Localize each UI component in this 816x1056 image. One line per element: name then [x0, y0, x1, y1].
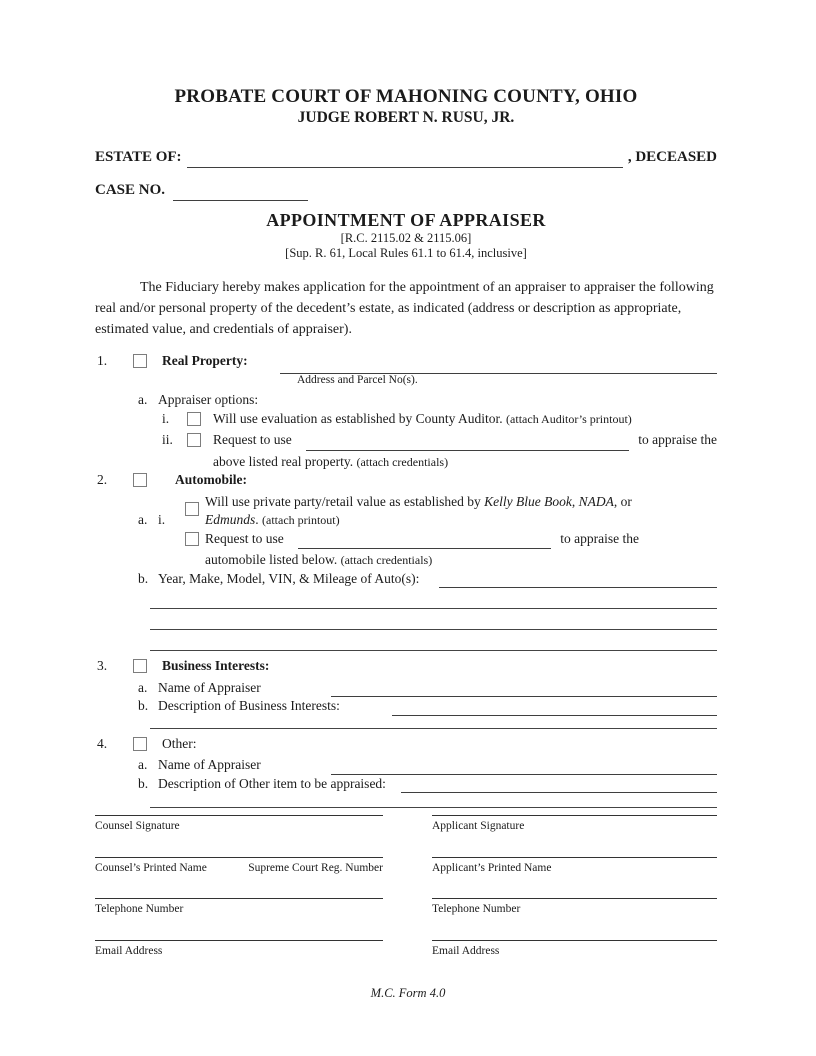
- form-number: M.C. Form 4.0: [370, 986, 446, 1000]
- other-description-line[interactable]: [401, 775, 717, 794]
- automobile-label: Automobile:: [175, 472, 247, 487]
- case-no-label: CASE NO.: [95, 182, 166, 198]
- business-extra-line[interactable]: [150, 716, 717, 729]
- real-property-label: Real Property:: [162, 353, 248, 368]
- real-property-request-appraiser-checkbox[interactable]: [187, 433, 201, 447]
- signature-row-4: [95, 932, 717, 958]
- credentials-note-1: (attach credentials): [356, 454, 449, 469]
- other-appraiser-label: Name of Appraiser: [158, 757, 261, 772]
- appraiser-options-label: Appraiser options:: [158, 392, 259, 407]
- counsel-signature-label: Counsel Signature: [95, 820, 180, 832]
- real-property-request-option: [95, 431, 717, 453]
- item-automobile: [95, 471, 717, 493]
- real-property-request-continuation: [95, 453, 717, 472]
- form-title: APPOINTMENT OF APPRAISER: [266, 210, 546, 230]
- item2-sub-b: b.: [138, 570, 149, 586]
- business-appraiser-row: [95, 679, 717, 698]
- counsel-printed-name-line[interactable]: [95, 849, 383, 858]
- signature-row-3: [95, 890, 717, 916]
- signature-row-1: [95, 807, 717, 833]
- business-appraiser-label: Name of Appraiser: [158, 679, 261, 695]
- applicant-printed-name-label: Applicant’s Printed Name: [432, 861, 552, 874]
- business-description-label: Description of Business Interests:: [158, 698, 340, 713]
- business-interests-label: Business Interests:: [162, 658, 270, 673]
- auto-extra-line-2[interactable]: [150, 609, 717, 630]
- item4-number: 4.: [97, 735, 108, 751]
- business-appraiser-name-line[interactable]: [331, 679, 717, 698]
- item2-sub-a: a.: [138, 512, 148, 527]
- other-appraiser-row: [95, 756, 717, 775]
- other-extra-line[interactable]: [150, 793, 717, 808]
- applicant-signature-label: Applicant Signature: [432, 820, 525, 832]
- nada-text: NADA: [578, 493, 614, 509]
- business-description-line[interactable]: [392, 697, 717, 716]
- applicant-signature-line[interactable]: [432, 807, 717, 816]
- auto-bluebook-checkbox[interactable]: [185, 502, 199, 516]
- item1-sub-a: a.: [138, 392, 148, 407]
- auto-to-appraise-text: to appraise the: [560, 530, 639, 546]
- auto-request-to-use-text: Request to use: [205, 530, 284, 546]
- auto-request-appraiser-checkbox[interactable]: [185, 532, 199, 546]
- other-appraiser-name-line[interactable]: [331, 756, 717, 775]
- edmunds-text: Edmunds: [205, 512, 256, 527]
- auto-listed-below-text: automobile listed below. (attach credentials): [205, 552, 433, 567]
- auto-extra-line-3[interactable]: [150, 630, 717, 651]
- deceased-label: , DECEASED: [627, 149, 717, 165]
- business-description-row: [95, 697, 717, 716]
- auto-appraiser-name-line[interactable]: [298, 530, 552, 550]
- auto-bluebook-text: Will use private party/retail value as established by Kelly Blue Book, NADA, or Edmunds. (attach printout): [205, 493, 632, 527]
- item4-sub-b: b.: [138, 775, 149, 791]
- case-number-row: [95, 179, 717, 201]
- auditor-evaluation-option: [95, 410, 717, 432]
- item1-opt-i-numeral: i.: [162, 410, 170, 426]
- item4-sub-a: a.: [138, 757, 148, 772]
- rule-reference: [Sup. R. 61, Local Rules 61.1 to 61.4, inclusive]: [285, 246, 527, 260]
- applicant-telephone-line[interactable]: [432, 890, 717, 899]
- item1-opt-ii-numeral: ii.: [162, 432, 173, 447]
- estate-name-line[interactable]: [187, 147, 623, 168]
- auditor-printout-note: (attach Auditor’s printout): [506, 411, 632, 426]
- intro-paragraph: The Fiduciary hereby makes application for the appointment of an appraiser to appraiser the following real and/or personal property of the decedent’s estate, as indicated (address or description as appropriate, estimated value, and credentials of appraiser).: [95, 280, 714, 337]
- auto-request-continuation: [95, 551, 717, 570]
- counsel-telephone-label: Telephone Number: [95, 903, 184, 915]
- item-business-interests: [95, 657, 717, 679]
- applicant-printed-name-line[interactable]: [432, 849, 717, 858]
- auto-description-line[interactable]: [439, 570, 717, 589]
- above-listed-text: above listed real property. (attach credentials): [213, 453, 449, 469]
- other-description-label: Description of Other item to be appraised:: [158, 775, 386, 791]
- appraiser-options-row: [95, 391, 717, 410]
- real-property-appraiser-name-line[interactable]: [306, 431, 630, 451]
- counsel-email-label: Email Address: [95, 944, 163, 957]
- item3-sub-b: b.: [138, 698, 149, 713]
- address-parcel-caption: Address and Parcel No(s).: [297, 373, 418, 386]
- item2-opt-i-numeral: i.: [158, 512, 166, 527]
- signature-section: [95, 807, 717, 973]
- other-label: Other:: [162, 735, 197, 751]
- business-interests-checkbox[interactable]: [133, 659, 147, 673]
- auditor-evaluation-text: Will use evaluation as established by County Auditor. (attach Auditor’s printout): [213, 410, 632, 426]
- auto-description-label: Year, Make, Model, VIN, & Mileage of Auto(s):: [158, 570, 420, 586]
- counsel-email-line[interactable]: [95, 932, 383, 941]
- credentials-note-2: (attach credentials): [340, 553, 433, 567]
- item-real-property: [95, 352, 717, 374]
- other-description-row: [95, 775, 717, 794]
- kelly-blue-book-text: Kelly Blue Book: [484, 493, 572, 509]
- other-checkbox[interactable]: [133, 737, 147, 751]
- real-property-checkbox[interactable]: [133, 354, 147, 368]
- supreme-court-reg-number-label: Supreme Court Reg. Number: [248, 861, 383, 874]
- signature-row-2: [95, 849, 717, 875]
- judge-name: JUDGE ROBERT N. RUSU, JR.: [297, 109, 515, 126]
- applicant-email-label: Email Address: [432, 944, 500, 957]
- court-title: PROBATE COURT OF MAHONING COUNTY, OHIO: [174, 86, 638, 107]
- auto-description-row: [95, 570, 717, 589]
- counsel-signature-line[interactable]: [95, 807, 383, 816]
- item-other: [95, 735, 717, 757]
- auto-extra-line-1[interactable]: [150, 588, 717, 609]
- printout-note: (attach printout): [262, 513, 340, 527]
- case-number-line[interactable]: [173, 180, 308, 201]
- item2-number: 2.: [97, 472, 108, 487]
- applicant-email-line[interactable]: [432, 932, 717, 941]
- counsel-printed-name-label: Counsel’s Printed Name: [95, 861, 207, 874]
- item1-number: 1.: [97, 353, 108, 368]
- auto-request-option: [95, 530, 639, 552]
- estate-of-row: [95, 146, 717, 168]
- statute-reference: [R.C. 2115.02 & 2115.06]: [340, 231, 472, 245]
- auto-bluebook-option: [95, 493, 717, 530]
- request-to-use-text: Request to use: [213, 432, 292, 447]
- auditor-evaluation-checkbox[interactable]: [187, 412, 201, 426]
- real-property-address-line[interactable]: [280, 352, 717, 374]
- item3-number: 3.: [97, 658, 108, 673]
- counsel-telephone-line[interactable]: [95, 890, 383, 899]
- estate-of-label: ESTATE OF:: [95, 149, 182, 165]
- applicant-telephone-label: Telephone Number: [432, 903, 521, 915]
- automobile-checkbox[interactable]: [133, 473, 147, 487]
- to-appraise-the-text: to appraise the: [638, 432, 717, 447]
- item3-sub-a: a.: [138, 679, 148, 695]
